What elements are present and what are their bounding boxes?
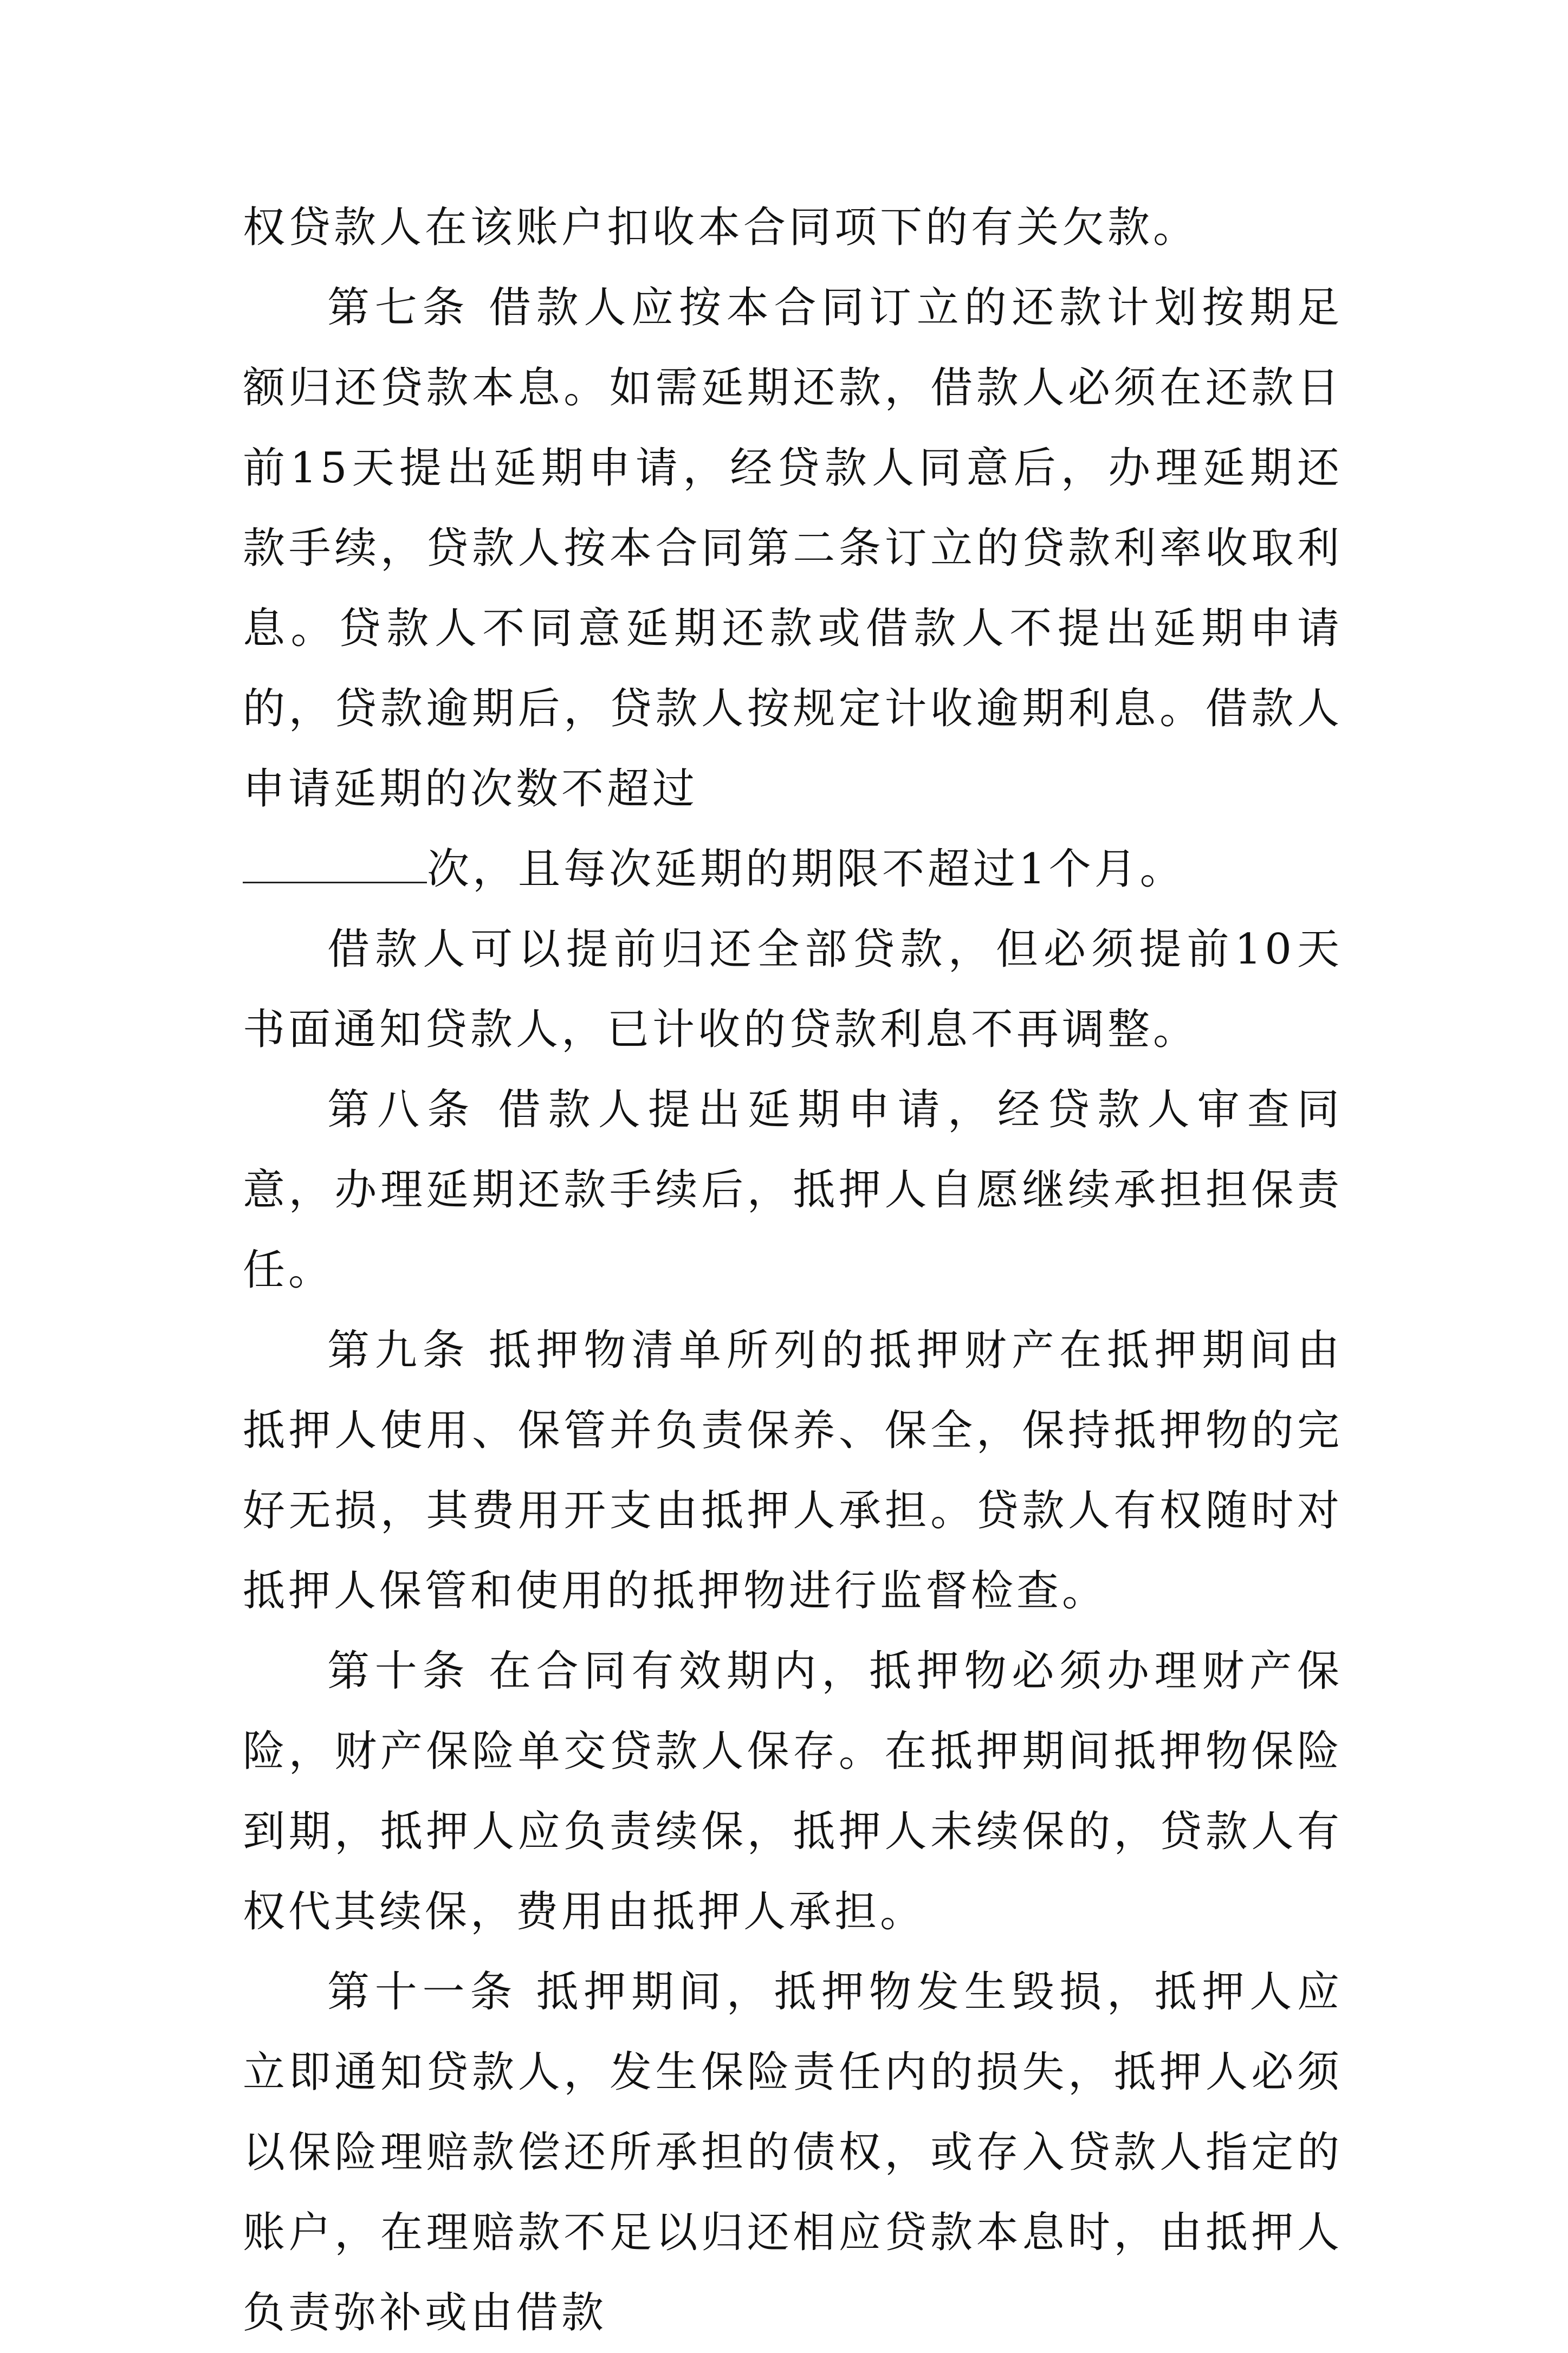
paragraph-article-11: 第十一条 抵押期间，抵押物发生毁损，抵押人应立即通知贷款人，发生保险责任内的损失，抵押人必须以保险理赔款偿还所承担的债权，或存入贷款人指定的账户，在理赔款不足以归还相应贷款本息时，由抵押人负责弥补或由借款	[243, 1968, 1343, 2337]
article-7-text: 第七条 借款人应按本合同订立的还款计划按期足额归还贷款本息。如需延期还款，借款人必须在还款日前15天提出延期申请，经贷款人同意后，办理延期还款手续，贷款人按本合同第二条订立的贷款利率收取利息。贷款人不同意延期还款或借款人不提出延期申请的，贷款逾期后，贷款人按规定计收逾期利息。借款人申请延期的次数不超过	[243, 283, 1343, 813]
document-body	[243, 188, 1343, 2353]
article-7-text-tail: 次，且每次延期的期限不超过1个月。	[427, 845, 1185, 894]
paragraph-continuation: 权贷款人在该账户扣收本合同项下的有关欠款。	[243, 203, 1199, 252]
paragraph-early-repayment: 借款人可以提前归还全部贷款，但必须提前10天书面通知贷款人，已计收的贷款利息不再调整。	[243, 925, 1343, 1054]
paragraph-article-9: 第九条 抵押物清单所列的抵押财产在抵押期间由抵押人使用、保管并负责保养、保全，保持抵押物的完好无损，其费用开支由抵押人承担。贷款人有权随时对抵押人保管和使用的抵押物进行监督检查。	[243, 1326, 1343, 1615]
paragraph-article-7	[243, 268, 1343, 909]
paragraph-article-8: 第八条 借款人提出延期申请，经贷款人审查同意，办理延期还款手续后，抵押人自愿继续承担担保责任。	[243, 1085, 1343, 1295]
paragraph-article-10: 第十条 在合同有效期内，抵押物必须办理财产保险，财产保险单交贷款人保存。在抵押期间抵押物保险到期，抵押人应负责续保，抵押人未续保的，贷款人有权代其续保，费用由抵押人承担。	[243, 1647, 1343, 1936]
fill-in-blank-extension-count[interactable]	[243, 882, 427, 883]
